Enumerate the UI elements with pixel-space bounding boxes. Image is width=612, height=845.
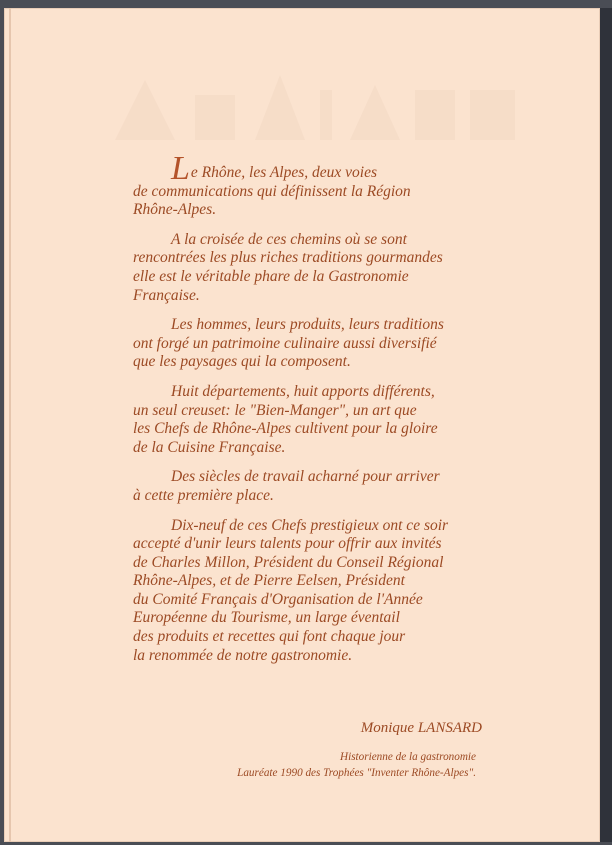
paragraph-5: [133, 468, 493, 505]
text-line: Rhône-Alpes.: [133, 201, 217, 219]
signature-name: Monique LANSARD: [360, 720, 482, 736]
bleed-through-decoration: [105, 70, 525, 150]
text-line: de la Cuisine Française.: [133, 438, 286, 456]
text-line: Européenne du Tourisme, un large éventail: [133, 609, 400, 627]
text-line: Des siècles de travail acharné pour arriver: [171, 468, 440, 486]
first-line: [133, 150, 493, 187]
text-line: accepté d'unir leurs talents pour offrir aux invités: [133, 535, 442, 553]
paragraph-3: [133, 316, 493, 372]
text-line: les Chefs de Rhône-Alpes cultivent pour la gloire: [133, 420, 438, 438]
text-line: de communications qui définissent la Région: [133, 182, 411, 200]
paragraph-1: [133, 150, 493, 220]
text-line: de Charles Millon, Président du Conseil Régional: [133, 553, 444, 571]
text-line: ont forgé un patrimoine culinaire aussi diversifié: [133, 334, 437, 352]
page-edge-shadow: [600, 8, 612, 842]
text-line: à cette première place.: [133, 486, 274, 504]
paragraph-2: [133, 231, 493, 305]
text-line: des produits et recettes qui font chaque jour: [133, 628, 406, 646]
text-line: rencontrées les plus riches traditions gourmandes: [133, 249, 443, 267]
letter-body: [133, 150, 493, 676]
text-line: Les hommes, leurs produits, leurs traditions: [171, 316, 444, 334]
bleed-through-shapes: [105, 70, 525, 150]
text-line: Rhône-Alpes, et de Pierre Eelsen, Président: [133, 572, 405, 590]
signature-title-line: Lauréate 1990 des Trophées "Inventer Rhône-Alpes".: [237, 767, 476, 779]
binding-crease: [9, 8, 11, 842]
paragraph-6: [133, 517, 493, 666]
drop-cap: L: [171, 150, 190, 187]
text-line: Dix-neuf de ces Chefs prestigieux ont ce soir: [171, 516, 449, 534]
signature-title-line: Historienne de la gastronomie: [340, 751, 476, 763]
text-line: la renommée de notre gastronomie.: [133, 646, 353, 664]
text-line: e Rhône, les Alpes, deux voies: [190, 164, 378, 181]
paragraph-4: [133, 383, 493, 457]
text-line: un seul creuset: le "Bien-Manger", un art que: [133, 401, 417, 419]
text-line: Huit départements, huit apports différents,: [171, 382, 435, 400]
text-line: A la croisée de ces chemins où se sont: [171, 230, 407, 248]
text-line: que les paysages qui la composent.: [133, 353, 351, 371]
text-line: elle est le véritable phare de la Gastronomie: [133, 267, 409, 285]
text-line: du Comité Français d'Organisation de l'Année: [133, 590, 423, 608]
text-line: Française.: [133, 286, 200, 304]
signature-title: [237, 749, 476, 781]
